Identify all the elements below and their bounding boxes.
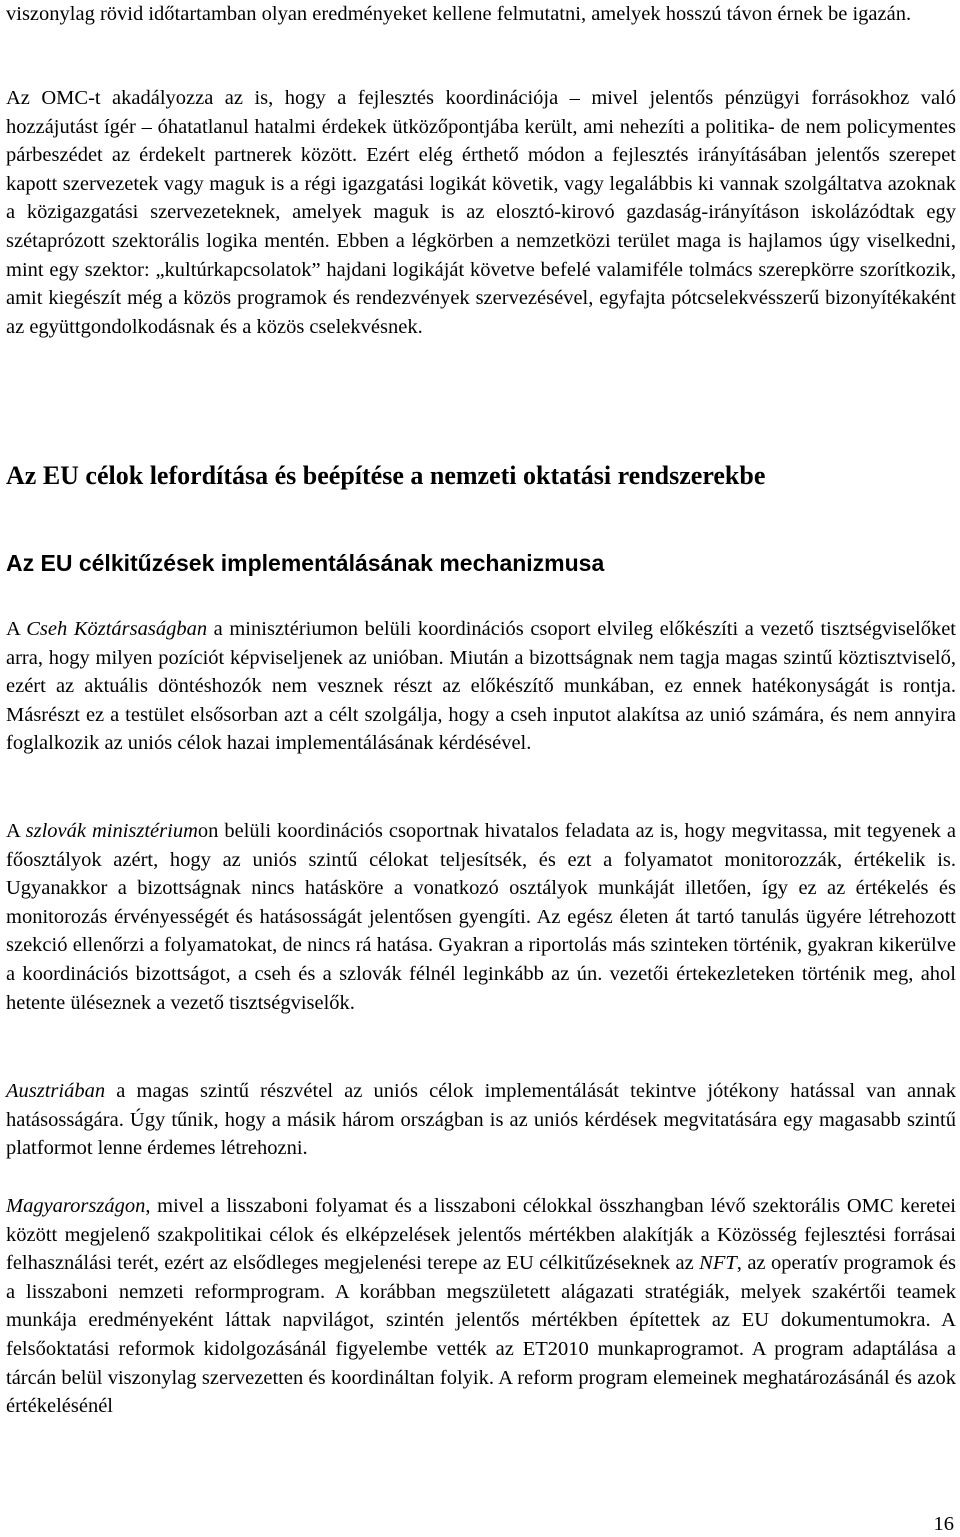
paragraph-text: a minisztériumon belüli koordinációs csoport elvileg előkészíti a vezető tisztségviselőket arra, hogy milyen pozíciót képviseljenek az unióban. Miután a bizottságnak nem tagja magas szintű köztisztviselő, ezért az aktuális döntéshozók nem vesznek részt az előkészítő munkában, ez ennek hatékonyságát is rontja. Másrészt ez a testület elsősorban azt a célt szolgálja, hogy a cseh inputot alakítsa az unió számára, és nem annyira foglalkozik az uniós célok hazai implementálásának kérdésével. — [6, 618, 956, 755]
paragraph-text: A — [6, 618, 27, 640]
paragraph-text: a magas szintű részvétel az uniós célok implementálását tekintve jótékony hatással van annak hatásosságára. Úgy tűnik, hogy a másik három országban is az uniós kérdések megvitatására egy magasabb szintű platformot lenne érdemes létrehozni. — [6, 1080, 956, 1160]
paragraph-text: A — [6, 820, 26, 842]
paragraph-omc — [6, 84, 956, 341]
nft-abbreviation: NFT — [699, 1252, 737, 1275]
paragraph-austria — [6, 1077, 956, 1163]
country-name: Magyarországon — [6, 1195, 146, 1217]
subsection-heading: Az EU célkitűzések implementálásának mechanizmusa — [6, 550, 605, 576]
paragraph-text: , mivel a lisszaboni folyamat és a lisszaboni célokkal összhangban lévő szektorális OMC keretei között megjelenő szakpolitikai célok és elképzelések jelentős mértékben alakítják a Közösség fejlesztési forrásai felhasználási terét, ezért az elsődleges megjelenési terepe az EU célkitűzéseknek az — [6, 1195, 956, 1275]
country-name: Ausztriában — [6, 1080, 106, 1102]
paragraph-slovak — [6, 817, 956, 1017]
paragraph-czech — [6, 615, 956, 758]
paragraph-text: on belüli koordinációs csoportnak hivatalos feladata az is, hogy megvitassa, mit tegyenek a főosztályok azért, hogy az uniós szintű célokat teljesítsék, és ezt a folyamatot monitorozzák, értékelik is. Ugyanakkor a bizottságnak nincs hatásköre a vonatkozó osztályok munkáját illetően, így ez az értékelés és monitorozás érvényességét és hatásosságát jelentősen gyengíti. Az egész életen át tartó tanulás ügyére létrehozott szekció ellenőrzi a folyamatokat, de nincs rá hatása. Gyakran a riportolás más szinteken történik, gyakran kikerülve a koordinációs bizottságot, a cseh és a szlovák félnél leginkább az ún. vezetői értekezleteken történik meg, ahol hetente üléseznek a vezető tisztségviselők. — [6, 820, 956, 1014]
country-name: Cseh Köztársaságban — [26, 618, 208, 640]
ministry-name: szlovák minisztérium — [25, 820, 198, 842]
paragraph-text: viszonylag rövid időtartamban olyan eredményeket kellene felmutatni, amelyek hosszú távon érnek be igazán. — [6, 3, 912, 25]
paragraph-text: Az OMC-t akadályozza az is, hogy a fejlesztés koordinációja – mivel jelentős pénzügyi forrásokhoz való hozzájutást ígér – óhatatlanul hatalmi érdekek ütközőpontjába került, ami nehezíti a politika- de nem policymentes párbeszédet az érdekelt partnerek között. Ezért elég érthető módon a fejlesztés irányításában jelentős szerepet kapott szervezetek vagy maguk is a régi igazgatási logikát követik, vagy legalábbis ki vannak szolgáltatva azoknak a közigazgatási szervezeteknek, amelyek maguk is az elosztó-kirovó gazdaság-irányításon iskolázódtak egy szétaprózott szektorális logika mentén. Ebben a légkörben a nemzetközi terület maga is hajlamos úgy viselkedni, mint egy szektor: „kultúrkapcsolatok” hajdani logikáját követve befelé valamiféle tolmács szerepkörre szorítkozik, amit kiegészít még a közös programok és rendezvények szervezésével, egyfajta pótcselekvésszerű bizonyítékaként az együttgondolkodásnak és a közös cselekvésnek. — [6, 87, 956, 338]
paragraph-hungary — [6, 1192, 956, 1421]
paragraph-text: , az operatív programok és a lisszaboni nemzeti reformprogram. A korábban megszületett alágazati stratégiák, melyek szakértői teamek munkája eredményeként láttak napvilágot, szintén jelentős mértékben építettek az EU dokumentumokra. A felsőoktatási reformok kidolgozásánál figyelembe vették az ET2010 munkaprogramot. A program adaptálása a tárcán belül viszonylag szervezetten és koordináltan folyik. A reform program elemeinek meghatározásánál és azok értékelésénél — [6, 1252, 956, 1418]
page-number: 16 — [933, 1513, 954, 1535]
paragraph-continuation — [6, 0, 956, 29]
section-heading: Az EU célok lefordítása és beépítése a nemzeti oktatási rendszerekbe — [6, 461, 766, 490]
